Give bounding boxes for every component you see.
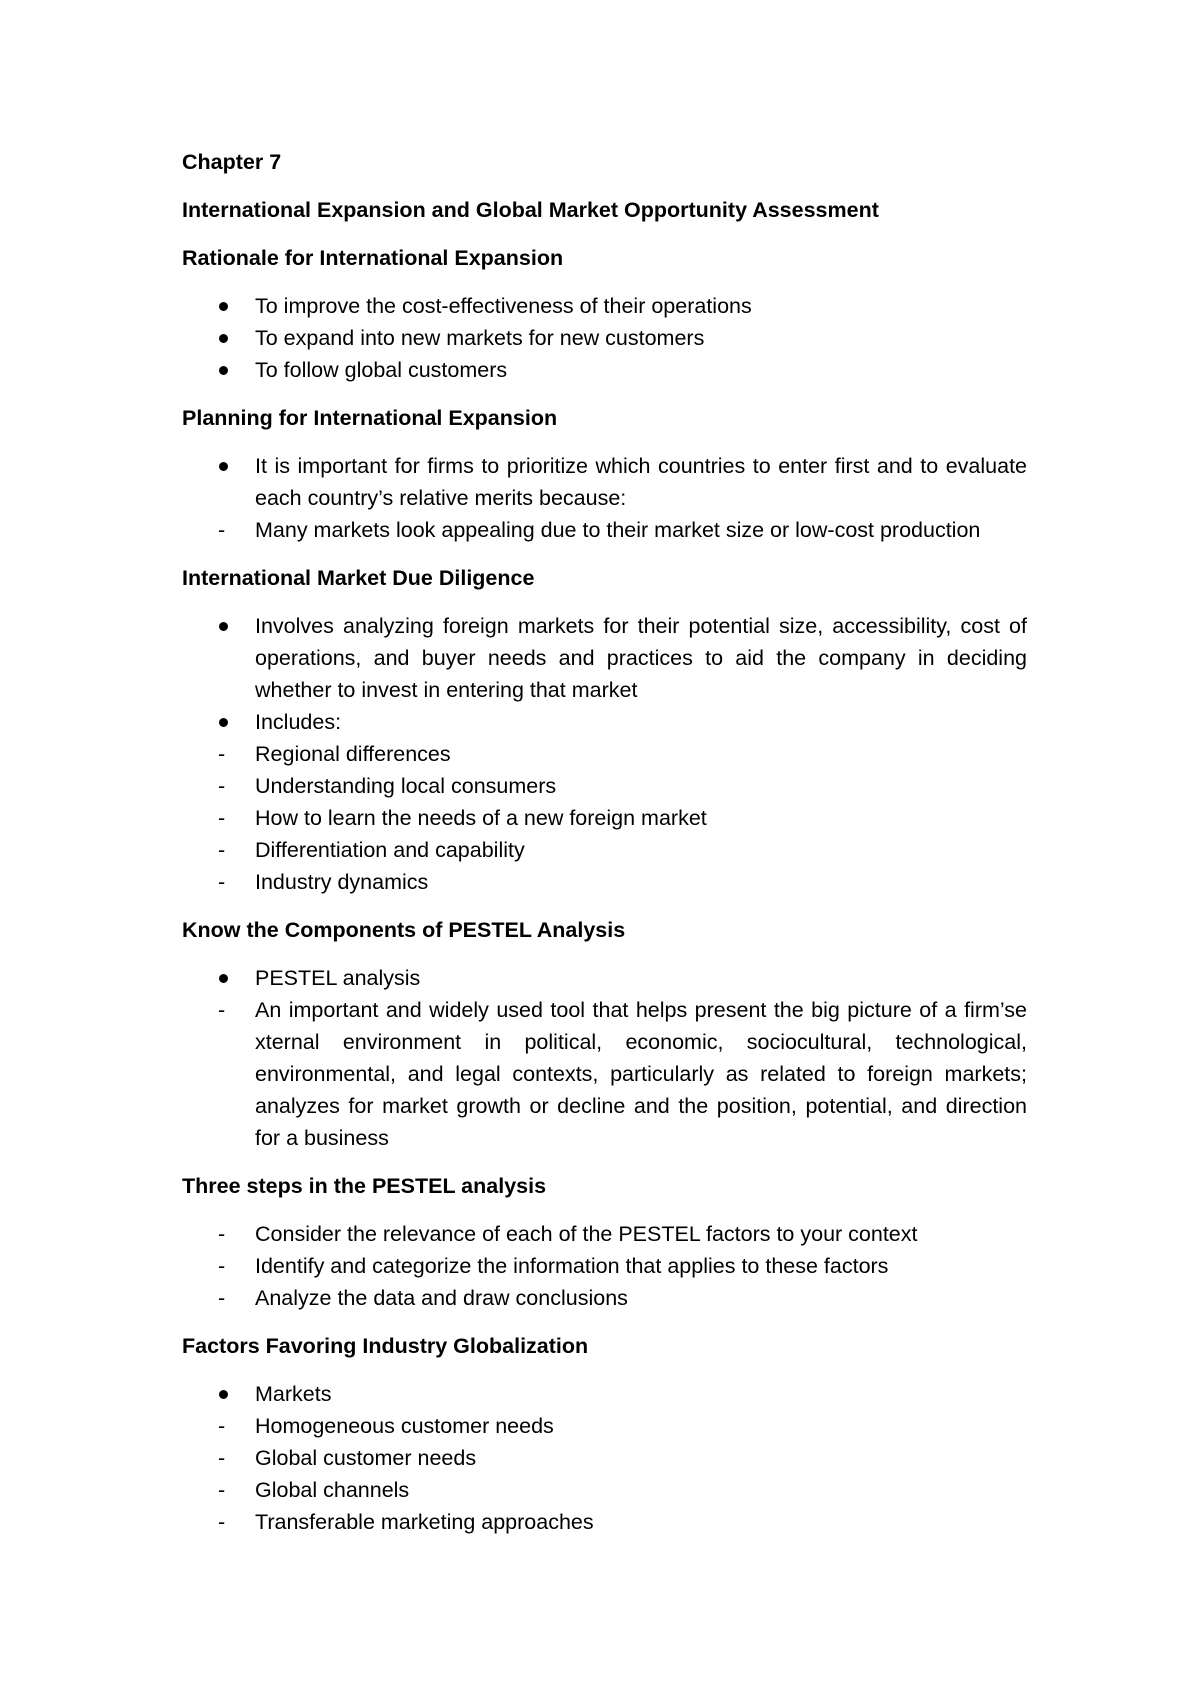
item-text: Markets — [255, 1382, 332, 1406]
section-heading: Know the Components of PESTEL Analysis — [182, 918, 626, 942]
bullet-item — [182, 706, 1027, 738]
chapter-label: Chapter 7 — [182, 150, 282, 174]
item-text: Analyze the data and draw conclusions — [255, 1286, 628, 1310]
document-page — [182, 146, 1027, 1554]
item-text: Many markets look appealing due to their market size or low-cost production — [255, 518, 981, 542]
section-list — [182, 1378, 1027, 1538]
dash-item — [182, 770, 1027, 802]
item-text: Understanding local consumers — [255, 774, 557, 798]
dash-icon: - — [218, 1446, 226, 1470]
item-text: To improve the cost-effectiveness of their operations — [255, 294, 752, 318]
dash-item — [182, 1250, 1027, 1282]
section-heading: International Market Due Diligence — [182, 566, 535, 590]
dash-icon: - — [218, 1510, 226, 1534]
bullet-icon — [219, 622, 228, 631]
dash-item — [182, 1410, 1027, 1442]
item-text: Includes: — [255, 710, 342, 734]
item-text: Transferable marketing approaches — [255, 1510, 594, 1534]
dash-item — [182, 1442, 1027, 1474]
dash-icon: - — [218, 1414, 226, 1438]
section-list — [182, 290, 1027, 386]
bullet-item — [182, 290, 1027, 322]
item-text: Consider the relevance of each of the PESTEL factors to your context — [255, 1222, 918, 1246]
bullet-icon — [219, 974, 228, 983]
bullet-item — [182, 450, 1027, 514]
section-heading: Rationale for International Expansion — [182, 246, 564, 270]
bullet-item — [182, 610, 1027, 706]
dash-icon: - — [218, 1286, 226, 1310]
dash-item — [182, 514, 1027, 546]
bullet-icon — [219, 302, 228, 311]
section-list — [182, 610, 1027, 898]
dash-item — [182, 1474, 1027, 1506]
item-text: Involves analyzing foreign markets for their potential size, accessibility, cost of operations, and buyer needs and practices to aid the company in deciding whether to invest in entering that market — [255, 614, 1027, 702]
dash-icon: - — [218, 838, 226, 862]
document-title: International Expansion and Global Market Opportunity Assessment — [182, 198, 879, 222]
item-text: How to learn the needs of a new foreign market — [255, 806, 707, 830]
bullet-icon — [219, 334, 228, 343]
item-text: Identify and categorize the information that applies to these factors — [255, 1254, 889, 1278]
dash-item — [182, 994, 1027, 1154]
bullet-icon — [219, 1390, 228, 1399]
dash-item — [182, 1282, 1027, 1314]
item-text: Homogeneous customer needs — [255, 1414, 554, 1438]
section-list — [182, 450, 1027, 546]
item-text: Regional differences — [255, 742, 451, 766]
section-heading: Planning for International Expansion — [182, 406, 558, 430]
bullet-icon — [219, 462, 228, 471]
dash-icon: - — [218, 1222, 226, 1246]
section-heading: Factors Favoring Industry Globalization — [182, 1334, 589, 1358]
dash-item — [182, 1218, 1027, 1250]
item-text: To expand into new markets for new customers — [255, 326, 705, 350]
dash-icon: - — [218, 870, 226, 894]
dash-item — [182, 738, 1027, 770]
item-text: To follow global customers — [255, 358, 508, 382]
bullet-item — [182, 1378, 1027, 1410]
dash-item — [182, 802, 1027, 834]
item-text: Differentiation and capability — [255, 838, 525, 862]
bullet-icon — [219, 718, 228, 727]
item-text: It is important for firms to prioritize which countries to enter first and to evaluate each country’s relative merits because: — [255, 454, 1027, 510]
dash-icon: - — [218, 1478, 226, 1502]
dash-icon: - — [218, 742, 226, 766]
section-list — [182, 1218, 1027, 1314]
dash-item — [182, 866, 1027, 898]
bullet-item — [182, 354, 1027, 386]
bullet-item — [182, 322, 1027, 354]
dash-icon: - — [218, 806, 226, 830]
section-list — [182, 962, 1027, 1154]
item-text: An important and widely used tool that helps present the big picture of a firm’se xternal environment in political, economic, sociocultural, technological, environmental, and legal contexts, particularly as related to foreign markets; analyzes for market growth or decline and the position, potential, and direction for a business — [255, 998, 1027, 1150]
item-text: Global customer needs — [255, 1446, 477, 1470]
section-heading: Three steps in the PESTEL analysis — [182, 1174, 547, 1198]
dash-icon: - — [218, 1254, 226, 1278]
bullet-icon — [219, 366, 228, 375]
dash-icon: - — [218, 774, 226, 798]
dash-item — [182, 834, 1027, 866]
sections-container — [182, 242, 1027, 1554]
item-text: Industry dynamics — [255, 870, 429, 894]
dash-icon: - — [218, 518, 226, 542]
dash-item — [182, 1506, 1027, 1538]
item-text: PESTEL analysis — [255, 966, 421, 990]
dash-icon: - — [218, 998, 226, 1022]
item-text: Global channels — [255, 1478, 410, 1502]
bullet-item — [182, 962, 1027, 994]
